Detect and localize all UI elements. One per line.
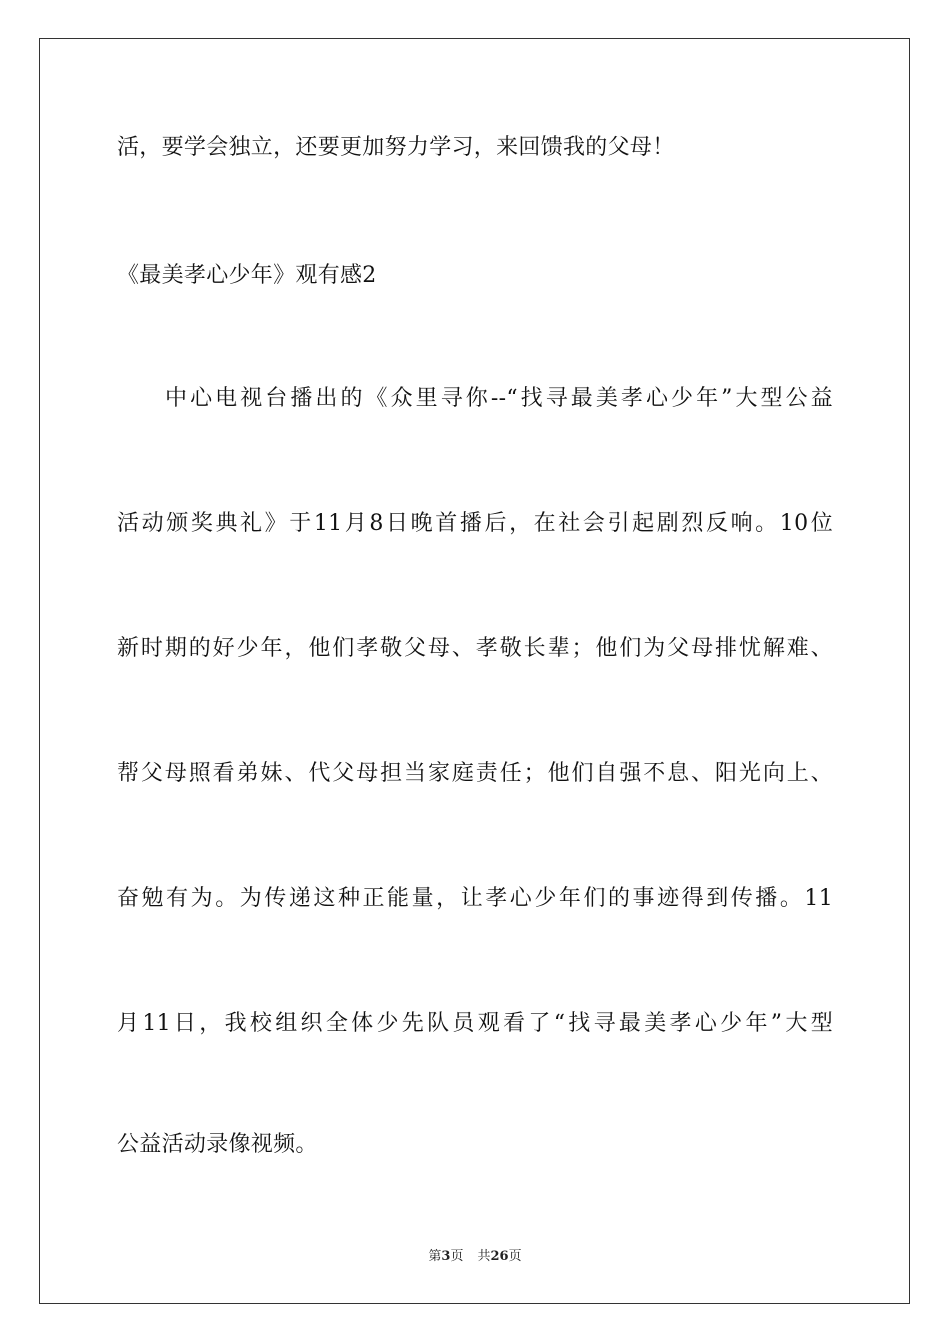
paragraph-line-2: 活动颁奖典礼》于11月8日晚首播后，在社会引起剧烈反响。10位 xyxy=(117,511,833,536)
paragraph-line-6: 月11日，我校组织全体少先队员观看了“找寻最美孝心少年”大型 xyxy=(117,1011,833,1036)
page-number: 3 xyxy=(441,1249,451,1264)
paragraph-line-5: 奋勉有为。为传递这种正能量，让孝心少年们的事迹得到传播。11 xyxy=(117,886,833,911)
page-prefix: 第 xyxy=(428,1249,442,1264)
total-prefix: 共 xyxy=(477,1249,491,1264)
page-border xyxy=(39,38,910,1304)
total-pages: 26 xyxy=(490,1249,509,1264)
paragraph-line-1: 中心电视台播出的《众里寻你--“找寻最美孝心少年”大型公益 xyxy=(165,386,833,411)
paragraph-line-4: 帮父母照看弟妹、代父母担当家庭责任；他们自强不息、阳光向上、 xyxy=(117,761,833,786)
paragraph-line-7: 公益活动录像视频。 xyxy=(117,1132,318,1157)
total-suffix: 页 xyxy=(508,1249,522,1264)
paragraph-line-3: 新时期的好少年，他们孝敬父母、孝敬长辈；他们为父母排忧解难、 xyxy=(117,636,833,661)
section-heading: 《最美孝心少年》观有感2 xyxy=(117,263,377,288)
page-footer xyxy=(0,1248,950,1266)
text-line-continuation: 活，要学会独立，还要更加努力学习，来回馈我的父母！ xyxy=(117,135,675,160)
page-suffix: 页 xyxy=(450,1249,464,1264)
